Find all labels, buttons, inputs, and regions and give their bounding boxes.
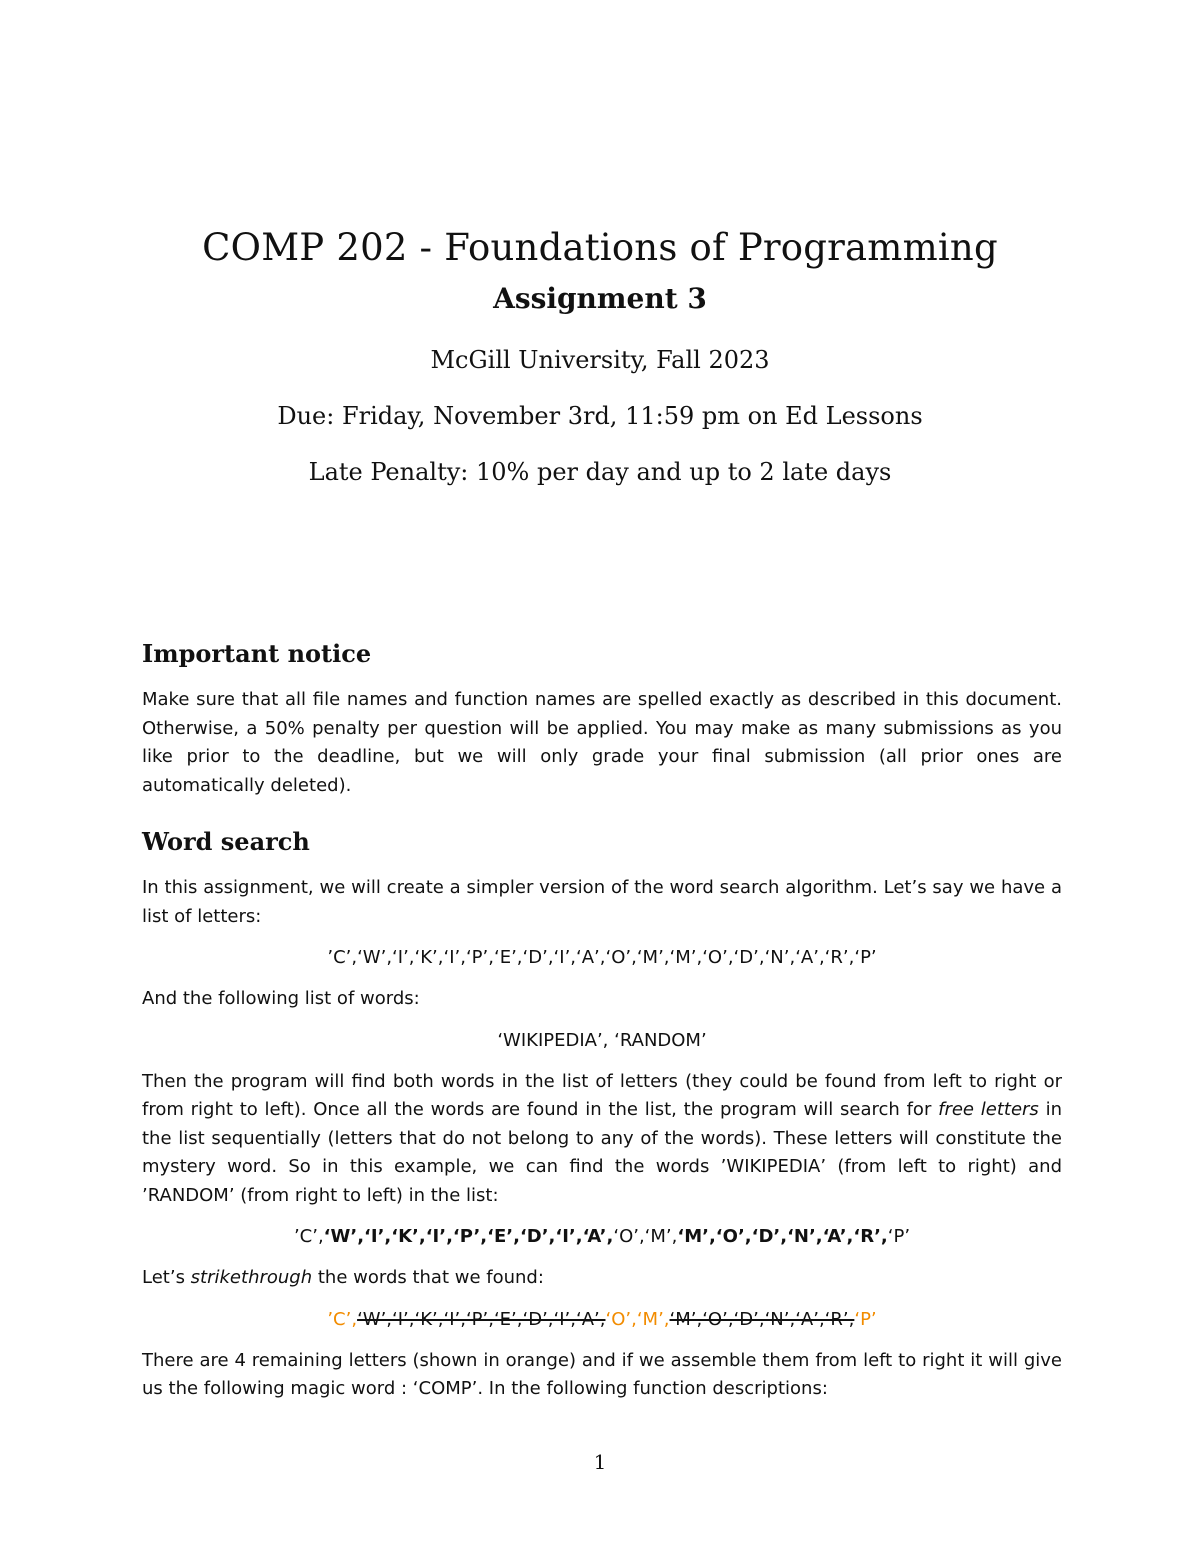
free-letter: ‘P’ <box>854 1308 877 1330</box>
university-line: McGill University, Fall 2023 <box>430 346 770 374</box>
assignment-subtitle: Assignment 3 <box>493 282 707 315</box>
found-words-line <box>142 1222 1062 1252</box>
title-block <box>0 222 1200 500</box>
explanation-text: Then the program will find both words in the list of letters (they could be found from left to right or from right to left). Once all the words are found in the list, the program will search for <box>142 1070 1062 1120</box>
free-letter: ’C’, <box>327 1308 358 1330</box>
letters-plain: ‘O’,‘M’, <box>613 1226 678 1247</box>
struck-word-random: ‘M’,‘O’,‘D’,‘N’,‘A’,‘R’, <box>669 1308 855 1330</box>
found-word-random: ‘M’,‘O’,‘D’,‘N’,‘A’,‘R’, <box>677 1226 888 1247</box>
document-body <box>142 634 1062 1404</box>
found-word-wikipedia: ‘W’,‘I’,‘K’,‘I’,‘P’,‘E’,‘D’,‘I’,‘A’, <box>323 1226 614 1247</box>
struck-word-wikipedia: ‘W’,‘I’,‘K’,‘I’,‘P’,‘E’,‘D’,‘I’,‘A’, <box>357 1308 606 1330</box>
strike-intro-post: the words that we found: <box>312 1267 544 1288</box>
free-letters-term: free letters <box>938 1099 1039 1120</box>
strike-intro <box>142 1264 1062 1293</box>
page-number: 1 <box>593 1450 607 1474</box>
conclusion-paragraph: There are 4 remaining letters (shown in orange) and if we assemble them from left to right it will give us the following magic word : ‘COMP’. In the following function descriptions: <box>142 1349 1062 1399</box>
free-letter: ‘O’,‘M’, <box>605 1308 670 1330</box>
strikethrough-term: strikethrough <box>190 1267 313 1288</box>
document-title: COMP 202 - Foundations of Programming <box>202 226 998 269</box>
strike-line <box>142 1305 1062 1335</box>
explanation-text-rest: in the list sequentially (letters that do not belong to any of the words). These letters will constitute the mystery word. So in this example, we can find the words ’WIKIPEDIA’ (from left to right) and ’RANDOM’ (from right to left) in the list: <box>142 1099 1062 1206</box>
late-penalty-line: Late Penalty: 10% per day and up to 2 late days <box>308 458 892 486</box>
notice-heading: Important notice <box>142 639 372 668</box>
letters-list: ’C’,‘W’,‘I’,‘K’,‘I’,‘P’,‘E’,‘D’,‘I’,‘A’,‘O’,‘M’,‘M’,‘O’,‘D’,‘N’,‘A’,‘R’,‘P’ <box>327 947 877 968</box>
explanation-paragraph <box>142 1068 1062 1211</box>
due-date-line: Due: Friday, November 3rd, 11:59 pm on Ed Lessons <box>277 402 923 430</box>
notice-paragraph: Make sure that all file names and function names are spelled exactly as described in this document. Otherwise, a 50% penalty per question will be applied. You may make as many submissions as you like prior to the deadline, but we will only grade your final submission (all prior ones are automatically deleted). <box>142 689 1062 796</box>
word-search-heading: Word search <box>142 827 310 856</box>
strike-intro-pre: Let’s <box>142 1267 191 1288</box>
letters-plain: ‘P’ <box>887 1226 911 1247</box>
words-intro: And the following list of words: <box>142 988 420 1009</box>
letters-plain: ’C’, <box>293 1226 324 1247</box>
intro-paragraph: In this assignment, we will create a simpler version of the word search algorithm. Let’s say we have a list of letters: <box>142 877 1062 927</box>
words-list: ‘WIKIPEDIA’, ‘RANDOM’ <box>497 1029 707 1051</box>
